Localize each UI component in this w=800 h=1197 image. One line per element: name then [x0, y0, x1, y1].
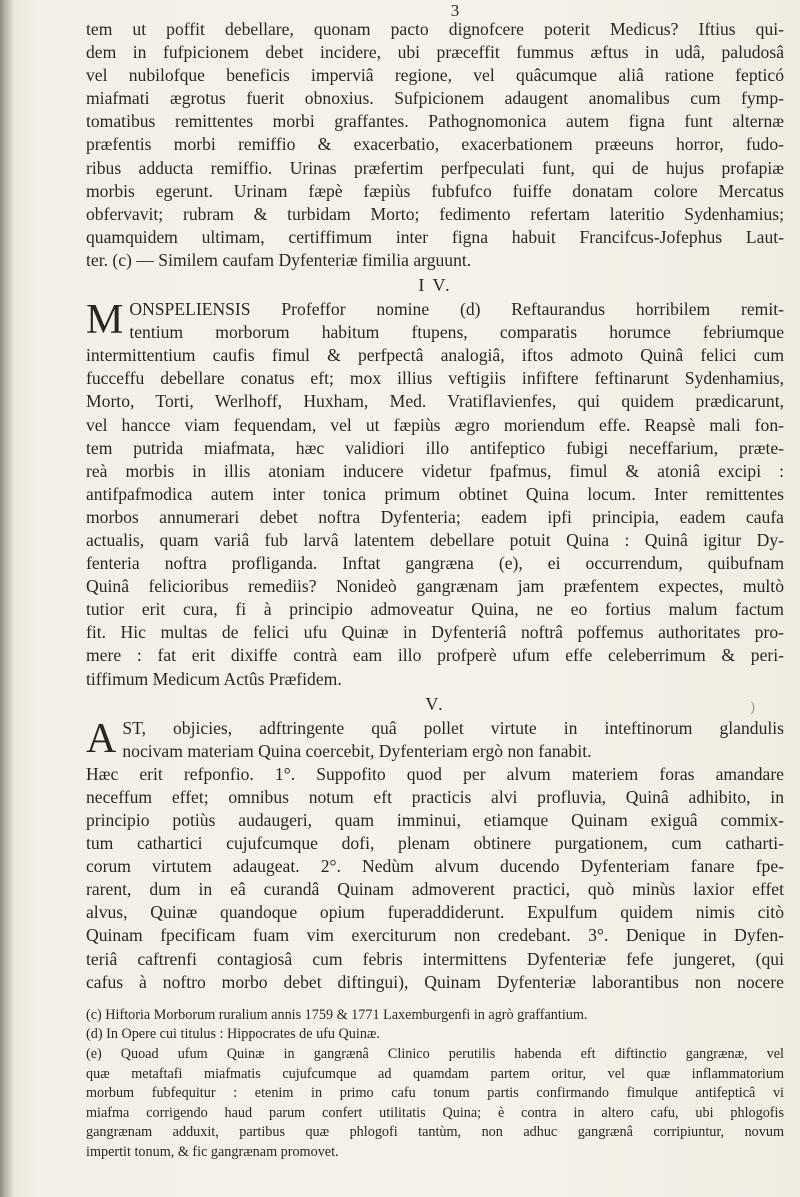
footnote-line: morbum fubfequitur : etenim in primo cafu tonum partis confirmando fimulque antifepticâ vi [86, 1085, 784, 1102]
footnote-line: quæ metaftafi miafmatis cujufcumque ad quamdam partem oritur, vel quæ inflammatorium [86, 1065, 784, 1082]
text-line: morbis egerunt. Urinam fæpè fæpiùs fubfufco fuiffe donatam colore Mercatus [86, 180, 784, 201]
text-line: tutior erit cura, fi à principio admoveatur Quina, ne eo fortius malum factum [86, 599, 784, 620]
text-line: tem ut poffit debellare, quonam pacto dignofcere poterit Medicus? Iftius qui- [86, 19, 784, 39]
text-line: tum cathartici cujufcumque dofi, plenam obtinere purgationem, cum catharti- [86, 833, 784, 854]
section-heading-iv: I V. [418, 275, 452, 296]
footnote-line: miafma corrigendo haud parum confert utilitatis Quina; è contra in altero cafu, ubi phlogofis [86, 1104, 784, 1121]
text-line: præfentis morbi remiffio & exacerbatio, exacerbationem præeuns horror, fudo- [86, 134, 784, 155]
book-binding-shadow [0, 0, 14, 1197]
footnote-line: impertit tonum, & fic gangrænam promovet. [86, 1143, 339, 1160]
text-line: antifpafmodica autem inter tonica primum obtinet Quina locum. Inter remittentes [86, 483, 784, 504]
section-v-paragraph [86, 717, 784, 994]
text-line: ribus adducta remiffio. Urinas præfertim perfpeculati funt, qui de hujus profapiæ [86, 157, 784, 178]
text-line: tentium morborum habitum ftupens, comparatis horumce febriumque [129, 322, 784, 343]
text-line: corum virtutem adaugeat. 2°. Nedùm alvum ducendo Dyfenteriam fanare fpe- [86, 856, 784, 877]
text-line: vel nubilofque beneficis imperviâ regione, vel quâcumque aliâ ratione fepticó [86, 65, 784, 86]
page-number: 3 [450, 1, 460, 20]
section-iv-paragraph [86, 298, 784, 691]
text-line: tomatibus remittentes morbi graffantes. Pathognomonica autem figna funt alternæ [86, 111, 784, 132]
footnote-line: gangrænam adduxit, partibus quæ phlogofi tantùm, non adhuc gangrænâ corripiuntur, novum [86, 1124, 784, 1141]
text-line: mere : fat erit dixiffe contrà eam illo profperè ufum effe celeberrimum & peri- [86, 645, 784, 666]
text-line: Morto, Torti, Werlhoff, Huxham, Med. Vratiflavienfes, qui quidem prædicarunt, [86, 391, 784, 412]
text-line: teriâ caftrenfi contagiosâ cum febris intermittens Dyfenteriæ fefe jungeret, (qui [86, 948, 784, 969]
continuation-paragraph [86, 18, 784, 272]
text-line: quamquidem ultimam, certiffimum inter figna habuit Francifcus-Jofephus Laut- [86, 226, 784, 247]
text-line: miafmati ægrotus fuerit obnoxius. Sufpicionem adaugent anomalibus cum fymp- [86, 88, 784, 109]
text-line: intermittentium caufis fimul & perfpectâ analogiâ, iftos admoto Quinâ felici cum [86, 345, 784, 366]
text-line: alvus, Quinæ quandoque opium fuperaddiderunt. Expulfum quidem nimis citò [86, 902, 784, 923]
text-line: neceffum effet; omnibus notum eft practicis alvi profluvia, Quinâ adhibito, in [86, 786, 784, 807]
drop-capital: M [86, 297, 124, 344]
text-line: ST, objicies, adftringente quâ pollet virtute in inteftinorum glandulis [122, 717, 784, 738]
page-text-block [86, 1, 784, 1163]
footnote-c: (c) Hiftoria Morborum ruralium annis 1759 & 1771 Laxemburgenfi in agrò graffantium. [86, 1006, 588, 1023]
text-line: morbos annumerari debet noftra Dyfenteria; eadem ipfi principia, eadem caufa [86, 506, 784, 527]
drop-capital: A [86, 715, 117, 762]
footnote-e [86, 1045, 784, 1163]
text-line: cafus à noftro morbo debet diftingui), Quinam Dyfenteriæ laborantibus non nocere [86, 971, 784, 992]
text-line: nocivam materiam Quina coercebit, Dyfenteriam ergò non fanabit. [122, 740, 592, 761]
text-line: Hæc erit refponfio. 1°. Suppofito quod per alvum materiem foras amandare [86, 763, 784, 784]
footnote-d: (d) In Opere cui titulus : Hippocrates de ufu Quinæ. [86, 1026, 380, 1043]
text-line: fenteria noftra profliganda. Inftat gangræna (e), ei occurrendum, quibufnam [86, 553, 784, 574]
text-line: dem in fufpicionem debet incidere, ubi præceffit fummus æftus in udâ, paludosâ [86, 42, 784, 63]
text-line: rarent, dum in eâ curandâ Quinam admoverent practici, quò minùs laxior effet [86, 879, 784, 900]
text-line: fucceffu debellare conatus eft; mox illius veftigiis infiftere feftinarunt Sydenhamius, [86, 368, 784, 389]
text-line: actualis, quam variâ fub larvâ latentem debellare potuit Quina : Quinâ igitur Dy- [86, 529, 784, 550]
text-line: ONSPELIENSIS Profeffor nomine (d) Reftaurandus horribilem remit- [129, 299, 784, 320]
text-line: vel hancce viam fequendam, vel ut fæpiùs ægro moriendum effe. Reapsè mali fon- [86, 414, 784, 435]
text-line: Quinam fpecificam fuam vim exerciturum non credebant. 3°. Denique in Dyfen- [86, 925, 784, 946]
text-line: reà morbis in illis atoniam inducere videtur fpafmus, fimul & atoniâ excipi : [86, 460, 784, 481]
text-line: obfervavit; rubram & turbidam Morto; fedimento refertam lateritio Sydenhamius; [86, 203, 784, 224]
footnotes [86, 1006, 784, 1163]
text-line: ter. (c) — Similem caufam Dyfenteriæ fimilia arguunt. [86, 249, 472, 270]
text-line: fit. Hic multas de felici ufu Quinæ in Dyfenteriâ noftrâ poffemus authoritates pro- [86, 622, 784, 643]
text-line: Quinâ felicioribus remediis? Nonideò gangrænam jam præfentem expectes, multò [86, 576, 784, 597]
section-heading-v: V. [425, 693, 445, 714]
text-line: tem putrida miafmata, hæc validiori illo antifeptico fubigi neceffarium, præte- [86, 437, 784, 458]
margin-mark: ) [750, 700, 756, 716]
text-line: tiffimum Medicum Actûs Præfidem. [86, 668, 342, 689]
text-line: principio potiùs audaugeri, quam imminui, etiamque Quinam exiguâ commix- [86, 810, 784, 830]
footnote-line: (e) Quoad ufum Quinæ in gangrænâ Clinico perutilis habenda eft diftinctio gangrænæ, vel [86, 1045, 784, 1062]
